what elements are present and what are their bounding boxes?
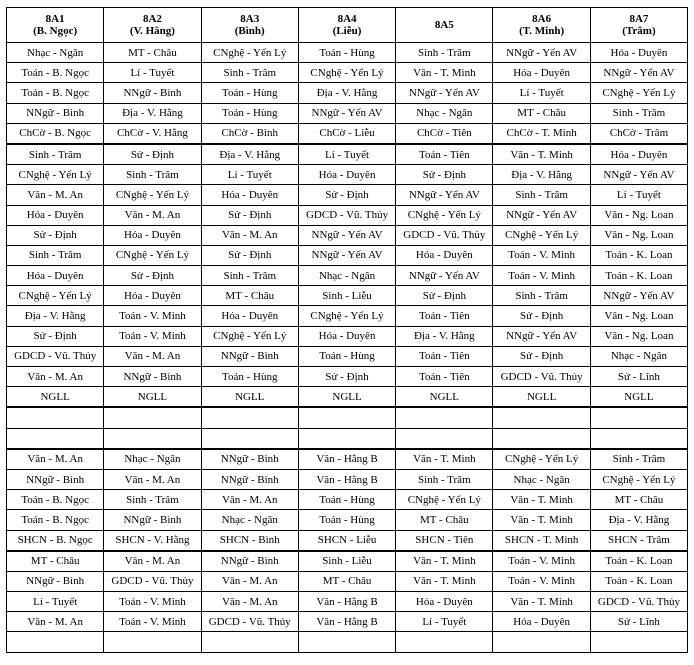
lesson-cell: CNghệ - Yến Lý bbox=[104, 245, 201, 265]
period-row bbox=[7, 185, 688, 205]
lesson-cell: Sử - Định bbox=[493, 346, 590, 366]
lesson-cell: NGLL bbox=[201, 387, 298, 408]
lesson-cell: Văn - M. An bbox=[104, 469, 201, 489]
lesson-cell bbox=[590, 407, 687, 428]
lesson-cell: Văn - T. Minh bbox=[396, 449, 493, 470]
class-header bbox=[396, 8, 493, 43]
lesson-cell: Toán - B. Ngọc bbox=[7, 490, 104, 510]
class-name: 8A4 bbox=[337, 13, 357, 25]
lesson-cell: NGLL bbox=[298, 387, 395, 408]
period-row bbox=[7, 612, 688, 632]
lesson-cell: CNghệ - Yến Lý bbox=[7, 165, 104, 185]
lesson-cell bbox=[298, 407, 395, 428]
period-row bbox=[7, 63, 688, 83]
lesson-cell: Sử - Định bbox=[104, 266, 201, 286]
lesson-cell bbox=[201, 428, 298, 449]
lesson-cell: NNgữ - Yến AV bbox=[493, 326, 590, 346]
lesson-cell bbox=[201, 407, 298, 428]
lesson-cell: MT - Châu bbox=[493, 103, 590, 123]
lesson-cell: NNgữ - Bình bbox=[7, 469, 104, 489]
lesson-cell: SHCN - Liễu bbox=[298, 530, 395, 551]
lesson-cell: CNghệ - Yến Lý bbox=[298, 63, 395, 83]
lesson-cell: MT - Châu bbox=[396, 510, 493, 530]
lesson-cell: Toán - Tiên bbox=[396, 346, 493, 366]
lesson-cell: MT - Châu bbox=[201, 286, 298, 306]
lesson-cell: NNgữ - Bình bbox=[104, 83, 201, 103]
lesson-cell: NNgữ - Bình bbox=[201, 449, 298, 470]
lesson-cell bbox=[590, 428, 687, 449]
lesson-cell: Nhạc - Ngân bbox=[590, 346, 687, 366]
lesson-cell: Toán - B. Ngọc bbox=[7, 510, 104, 530]
lesson-cell: Văn - M. An bbox=[201, 490, 298, 510]
lesson-cell bbox=[7, 632, 104, 652]
lesson-cell: Sử - Định bbox=[493, 306, 590, 326]
lesson-cell: Sinh - Liễu bbox=[298, 551, 395, 572]
lesson-cell: Văn - T. Minh bbox=[396, 63, 493, 83]
lesson-cell: MT - Châu bbox=[298, 571, 395, 591]
period-row bbox=[7, 530, 688, 551]
lesson-cell: Văn - M. An bbox=[7, 185, 104, 205]
lesson-cell: NNgữ - Yến AV bbox=[590, 165, 687, 185]
lesson-cell: Sinh - Trâm bbox=[7, 144, 104, 165]
lesson-cell: NGLL bbox=[396, 387, 493, 408]
lesson-cell: Hóa - Duyên bbox=[396, 592, 493, 612]
lesson-cell: NNgữ - Yến AV bbox=[298, 245, 395, 265]
lesson-cell: Toán - Hùng bbox=[298, 490, 395, 510]
lesson-cell: Hóa - Duyên bbox=[104, 225, 201, 245]
lesson-cell: Sinh - Trâm bbox=[7, 245, 104, 265]
lesson-cell: CNghệ - Yến Lý bbox=[7, 286, 104, 306]
lesson-cell: Toán - V. Minh bbox=[493, 266, 590, 286]
lesson-cell: Sinh - Trâm bbox=[104, 490, 201, 510]
lesson-cell: ChCờ - Trâm bbox=[590, 123, 687, 144]
lesson-cell: NNgữ - Yến AV bbox=[396, 185, 493, 205]
lesson-cell: GDCD - Vũ. Thủy bbox=[201, 612, 298, 632]
lesson-cell: NNgữ - Bình bbox=[201, 551, 298, 572]
lesson-cell: ChCờ - Liễu bbox=[298, 123, 395, 144]
lesson-cell: NNgữ - Bình bbox=[201, 469, 298, 489]
class-header bbox=[590, 8, 687, 43]
lesson-cell bbox=[396, 428, 493, 449]
period-row bbox=[7, 510, 688, 530]
period-row bbox=[7, 346, 688, 366]
lesson-cell bbox=[493, 632, 590, 652]
lesson-cell: Toán - K. Loan bbox=[590, 551, 687, 572]
lesson-cell: Toán - V. Minh bbox=[493, 245, 590, 265]
lesson-cell: Toán - Hùng bbox=[201, 103, 298, 123]
lesson-cell: Hóa - Duyên bbox=[590, 43, 687, 63]
lesson-cell: GDCD - Vũ. Thủy bbox=[396, 225, 493, 245]
lesson-cell: ChCờ - Tiên bbox=[396, 123, 493, 144]
lesson-cell: ChCờ - T. Minh bbox=[493, 123, 590, 144]
lesson-cell: NNgữ - Bình bbox=[7, 103, 104, 123]
lesson-cell: Lí - Tuyết bbox=[590, 185, 687, 205]
lesson-cell: Hóa - Duyên bbox=[493, 63, 590, 83]
lesson-cell: Địa - V. Hằng bbox=[298, 83, 395, 103]
lesson-cell: NNgữ - Bình bbox=[201, 346, 298, 366]
homeroom-teacher: (Bình) bbox=[234, 25, 265, 37]
lesson-cell: Hóa - Duyên bbox=[7, 205, 104, 225]
lesson-cell: Văn - T. Minh bbox=[493, 592, 590, 612]
lesson-cell: Toán - Hùng bbox=[298, 43, 395, 63]
lesson-cell: Văn - T. Minh bbox=[493, 144, 590, 165]
lesson-cell: Toán - K. Loan bbox=[590, 245, 687, 265]
lesson-cell: Văn - M. An bbox=[104, 205, 201, 225]
lesson-cell: Sinh - Trâm bbox=[493, 185, 590, 205]
period-row bbox=[7, 245, 688, 265]
lesson-cell: Sinh - Trâm bbox=[590, 449, 687, 470]
lesson-cell: Sinh - Trâm bbox=[590, 103, 687, 123]
lesson-cell: Lí - Tuyết bbox=[396, 612, 493, 632]
lesson-cell: Văn - Hằng B bbox=[298, 449, 395, 470]
lesson-cell: CNghệ - Yến Lý bbox=[590, 469, 687, 489]
period-row bbox=[7, 123, 688, 144]
lesson-cell: Sử - Định bbox=[201, 205, 298, 225]
lesson-cell: Toán - V. Minh bbox=[104, 326, 201, 346]
period-row bbox=[7, 165, 688, 185]
lesson-cell bbox=[298, 632, 395, 652]
lesson-cell bbox=[590, 632, 687, 652]
lesson-cell: Hóa - Duyên bbox=[201, 185, 298, 205]
period-row bbox=[7, 592, 688, 612]
lesson-cell: Văn - Ng. Loan bbox=[590, 306, 687, 326]
lesson-cell: Địa - V. Hằng bbox=[104, 103, 201, 123]
class-name: 8A2 bbox=[142, 13, 162, 25]
period-row bbox=[7, 367, 688, 387]
lesson-cell: Hóa - Duyên bbox=[590, 144, 687, 165]
period-row bbox=[7, 490, 688, 510]
class-name: 8A5 bbox=[434, 19, 454, 31]
lesson-cell: CNghệ - Yến Lý bbox=[590, 83, 687, 103]
lesson-cell: NNgữ - Bình bbox=[104, 367, 201, 387]
lesson-cell: NGLL bbox=[104, 387, 201, 408]
period-row bbox=[7, 306, 688, 326]
lesson-cell: Địa - V. Hằng bbox=[201, 144, 298, 165]
lesson-cell bbox=[298, 428, 395, 449]
lesson-cell: Văn - T. Minh bbox=[396, 551, 493, 572]
lesson-cell: ChCờ - V. Hằng bbox=[104, 123, 201, 144]
lesson-cell: Toán - V. Minh bbox=[493, 571, 590, 591]
lesson-cell bbox=[493, 428, 590, 449]
lesson-cell: Sử - Định bbox=[298, 367, 395, 387]
lesson-cell: SHCN - B. Ngọc bbox=[7, 530, 104, 551]
lesson-cell: Sinh - Trâm bbox=[104, 165, 201, 185]
lesson-cell: Văn - M. An bbox=[201, 592, 298, 612]
lesson-cell: Sử - Lĩnh bbox=[590, 612, 687, 632]
lesson-cell: NGLL bbox=[7, 387, 104, 408]
lesson-cell: Hóa - Duyên bbox=[396, 245, 493, 265]
lesson-cell: SHCN - T. Minh bbox=[493, 530, 590, 551]
lesson-cell: Hóa - Duyên bbox=[104, 286, 201, 306]
lesson-cell: Sinh - Trâm bbox=[396, 469, 493, 489]
lesson-cell: NNgữ - Yến AV bbox=[396, 83, 493, 103]
lesson-cell: Toán - Hùng bbox=[298, 510, 395, 530]
period-row bbox=[7, 266, 688, 286]
lesson-cell: Sử - Định bbox=[7, 225, 104, 245]
lesson-cell: NGLL bbox=[590, 387, 687, 408]
lesson-cell: Địa - V. Hằng bbox=[7, 306, 104, 326]
period-row bbox=[7, 326, 688, 346]
lesson-cell bbox=[396, 407, 493, 428]
period-row bbox=[7, 83, 688, 103]
lesson-cell: GDCD - Vũ. Thủy bbox=[493, 367, 590, 387]
period-row bbox=[7, 407, 688, 428]
period-row bbox=[7, 43, 688, 63]
lesson-cell: Hóa - Duyên bbox=[298, 326, 395, 346]
lesson-cell bbox=[104, 407, 201, 428]
lesson-cell: Văn - Hằng B bbox=[298, 592, 395, 612]
lesson-cell: Nhạc - Ngân bbox=[201, 510, 298, 530]
lesson-cell: NNgữ - Yến AV bbox=[590, 286, 687, 306]
lesson-cell: Toán - V. Minh bbox=[104, 306, 201, 326]
lesson-cell: Nhạc - Ngân bbox=[396, 103, 493, 123]
timetable-body bbox=[7, 43, 688, 653]
homeroom-teacher: (B. Ngọc) bbox=[33, 25, 78, 37]
lesson-cell: CNghệ - Yến Lý bbox=[104, 185, 201, 205]
class-header bbox=[7, 8, 104, 43]
class-name: 8A3 bbox=[240, 13, 260, 25]
timetable bbox=[6, 7, 688, 653]
lesson-cell: Văn - Ng. Loan bbox=[590, 205, 687, 225]
class-name: 8A7 bbox=[629, 13, 649, 25]
lesson-cell: CNghệ - Yến Lý bbox=[201, 43, 298, 63]
lesson-cell: Toán - B. Ngọc bbox=[7, 63, 104, 83]
lesson-cell: Sử - Định bbox=[201, 245, 298, 265]
lesson-cell: Sinh - Trâm bbox=[201, 63, 298, 83]
lesson-cell: Văn - T. Minh bbox=[493, 510, 590, 530]
lesson-cell: Toán - Hùng bbox=[201, 367, 298, 387]
lesson-cell: Nhạc - Ngân bbox=[493, 469, 590, 489]
lesson-cell: Văn - M. An bbox=[7, 367, 104, 387]
lesson-cell: Lí - Tuyết bbox=[201, 165, 298, 185]
lesson-cell: Văn - Ng. Loan bbox=[590, 225, 687, 245]
lesson-cell: Sử - Định bbox=[396, 286, 493, 306]
lesson-cell: CNghệ - Yến Lý bbox=[396, 490, 493, 510]
lesson-cell: Văn - M. An bbox=[7, 449, 104, 470]
lesson-cell: Văn - M. An bbox=[201, 571, 298, 591]
lesson-cell: Sinh - Trâm bbox=[201, 266, 298, 286]
period-row bbox=[7, 144, 688, 165]
period-row bbox=[7, 205, 688, 225]
lesson-cell: Toán - Tiên bbox=[396, 367, 493, 387]
lesson-cell: NNgữ - Bình bbox=[104, 510, 201, 530]
lesson-cell: SHCN - Trâm bbox=[590, 530, 687, 551]
lesson-cell: GDCD - Vũ. Thủy bbox=[298, 205, 395, 225]
class-header bbox=[298, 8, 395, 43]
lesson-cell: NNgữ - Bình bbox=[7, 571, 104, 591]
lesson-cell: CNghệ - Yến Lý bbox=[201, 326, 298, 346]
lesson-cell: Toán - V. Minh bbox=[104, 612, 201, 632]
lesson-cell: ChCờ - Bình bbox=[201, 123, 298, 144]
lesson-cell: Hóa - Duyên bbox=[493, 612, 590, 632]
period-row bbox=[7, 103, 688, 123]
lesson-cell: Lí - Tuyết bbox=[493, 83, 590, 103]
header-row bbox=[7, 8, 688, 43]
lesson-cell: Sinh - Trâm bbox=[493, 286, 590, 306]
lesson-cell: CNghệ - Yến Lý bbox=[396, 205, 493, 225]
lesson-cell: Địa - V. Hằng bbox=[396, 326, 493, 346]
lesson-cell: Sử - Định bbox=[104, 144, 201, 165]
lesson-cell: GDCD - Vũ. Thủy bbox=[104, 571, 201, 591]
lesson-cell: Nhạc - Ngân bbox=[7, 43, 104, 63]
period-row bbox=[7, 632, 688, 652]
lesson-cell: Toán - V. Minh bbox=[493, 551, 590, 572]
lesson-cell: Sinh - Trâm bbox=[396, 43, 493, 63]
lesson-cell: GDCD - Vũ. Thủy bbox=[590, 592, 687, 612]
class-header bbox=[493, 8, 590, 43]
lesson-cell: Toán - K. Loan bbox=[590, 266, 687, 286]
period-row bbox=[7, 551, 688, 572]
lesson-cell bbox=[104, 632, 201, 652]
period-row bbox=[7, 387, 688, 408]
lesson-cell bbox=[201, 632, 298, 652]
lesson-cell: NNgữ - Yến AV bbox=[298, 103, 395, 123]
lesson-cell bbox=[493, 407, 590, 428]
lesson-cell: Sử - Định bbox=[396, 165, 493, 185]
lesson-cell: Văn - M. An bbox=[104, 346, 201, 366]
lesson-cell: Lí - Tuyết bbox=[104, 63, 201, 83]
lesson-cell: Toán - Tiên bbox=[396, 144, 493, 165]
lesson-cell: Văn - M. An bbox=[104, 551, 201, 572]
lesson-cell: NNgữ - Yến AV bbox=[493, 43, 590, 63]
lesson-cell: SHCN - Tiên bbox=[396, 530, 493, 551]
period-row bbox=[7, 571, 688, 591]
lesson-cell: GDCD - Vũ. Thủy bbox=[7, 346, 104, 366]
lesson-cell: Hóa - Duyên bbox=[298, 165, 395, 185]
lesson-cell: Địa - V. Hằng bbox=[493, 165, 590, 185]
lesson-cell: Toán - Hùng bbox=[298, 346, 395, 366]
lesson-cell: SHCN - Bình bbox=[201, 530, 298, 551]
lesson-cell: Sinh - Liễu bbox=[298, 286, 395, 306]
lesson-cell: CNghệ - Yến Lý bbox=[493, 449, 590, 470]
class-name: 8A6 bbox=[532, 13, 552, 25]
lesson-cell: MT - Châu bbox=[104, 43, 201, 63]
homeroom-teacher: (Trâm) bbox=[622, 25, 656, 37]
class-header bbox=[201, 8, 298, 43]
lesson-cell: NNgữ - Yến AV bbox=[590, 63, 687, 83]
lesson-cell: Toán - Hùng bbox=[201, 83, 298, 103]
lesson-cell: Sử - Định bbox=[7, 326, 104, 346]
lesson-cell: Toán - Tiên bbox=[396, 306, 493, 326]
period-row bbox=[7, 428, 688, 449]
lesson-cell: NNgữ - Yến AV bbox=[298, 225, 395, 245]
lesson-cell: Nhạc - Ngân bbox=[104, 449, 201, 470]
lesson-cell: Nhạc - Ngân bbox=[298, 266, 395, 286]
lesson-cell: NNgữ - Yến AV bbox=[493, 205, 590, 225]
lesson-cell: Lí - Tuyết bbox=[298, 144, 395, 165]
homeroom-teacher: (V. Hằng) bbox=[129, 25, 175, 37]
homeroom-teacher: (Liễu) bbox=[332, 25, 362, 37]
lesson-cell: Văn - T. Minh bbox=[493, 490, 590, 510]
lesson-cell: Lí - Tuyết bbox=[7, 592, 104, 612]
lesson-cell: CNghệ - Yến Lý bbox=[493, 225, 590, 245]
lesson-cell: Toán - V. Minh bbox=[104, 592, 201, 612]
lesson-cell: Văn - Hằng B bbox=[298, 469, 395, 489]
lesson-cell: MT - Châu bbox=[7, 551, 104, 572]
lesson-cell bbox=[396, 632, 493, 652]
lesson-cell: Sử - Định bbox=[298, 185, 395, 205]
homeroom-teacher: (T. Minh) bbox=[519, 25, 565, 37]
lesson-cell: MT - Châu bbox=[590, 490, 687, 510]
lesson-cell: CNghệ - Yến Lý bbox=[298, 306, 395, 326]
lesson-cell: Sử - Lĩnh bbox=[590, 367, 687, 387]
period-row bbox=[7, 469, 688, 489]
class-name: 8A1 bbox=[45, 13, 65, 25]
lesson-cell: Toán - B. Ngọc bbox=[7, 83, 104, 103]
lesson-cell: Toán - K. Loan bbox=[590, 571, 687, 591]
period-row bbox=[7, 286, 688, 306]
lesson-cell: Văn - M. An bbox=[201, 225, 298, 245]
lesson-cell bbox=[7, 428, 104, 449]
lesson-cell bbox=[7, 407, 104, 428]
lesson-cell: SHCN - V. Hằng bbox=[104, 530, 201, 551]
lesson-cell: NGLL bbox=[493, 387, 590, 408]
lesson-cell: Hóa - Duyên bbox=[7, 266, 104, 286]
period-row bbox=[7, 225, 688, 245]
lesson-cell: Văn - T. Minh bbox=[396, 571, 493, 591]
lesson-cell: ChCờ - B. Ngọc bbox=[7, 123, 104, 144]
lesson-cell: Văn - Ng. Loan bbox=[590, 326, 687, 346]
class-header bbox=[104, 8, 201, 43]
lesson-cell: Văn - M. An bbox=[7, 612, 104, 632]
lesson-cell: Hóa - Duyên bbox=[201, 306, 298, 326]
period-row bbox=[7, 449, 688, 470]
lesson-cell: Văn - Hằng B bbox=[298, 612, 395, 632]
lesson-cell: Địa - V. Hằng bbox=[590, 510, 687, 530]
lesson-cell: NNgữ - Yến AV bbox=[396, 266, 493, 286]
lesson-cell bbox=[104, 428, 201, 449]
